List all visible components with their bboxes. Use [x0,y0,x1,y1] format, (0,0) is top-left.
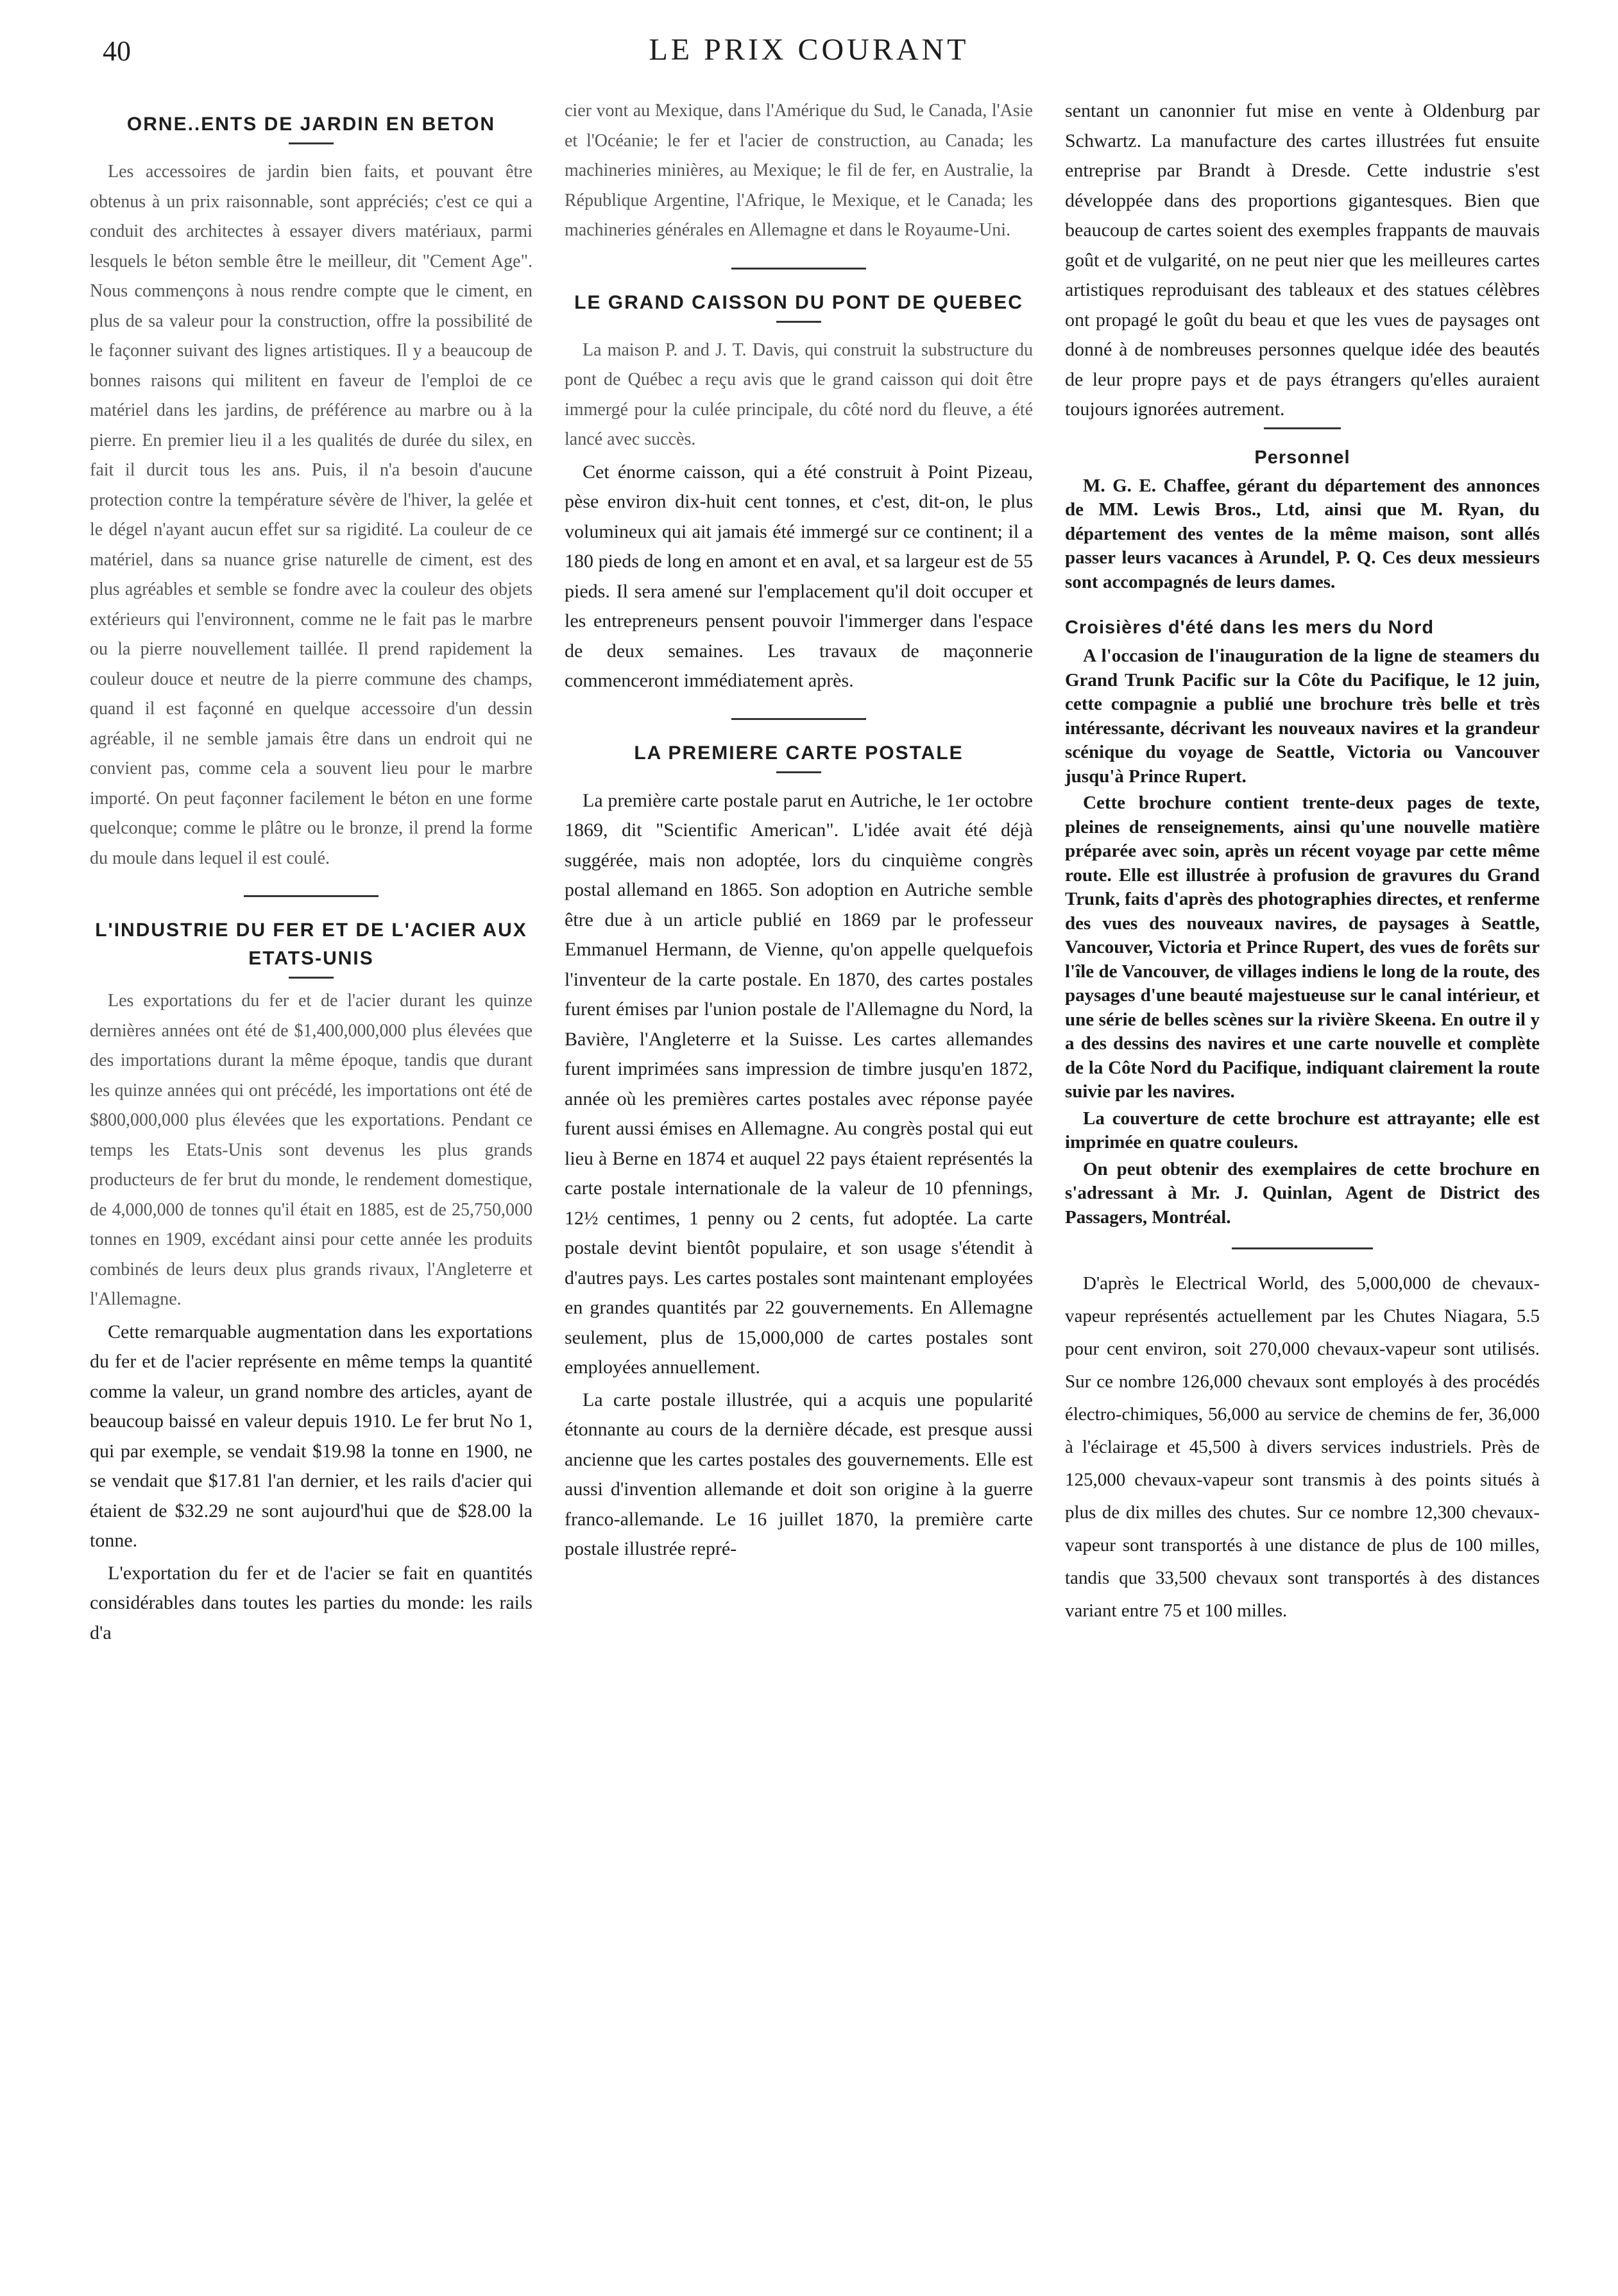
publication-title: LE PRIX COURANT [649,33,969,67]
article-paragraph: Cette brochure contient trente-deux pages de texte, pleines de renseignements, ainsi qu'une nouvelle matière préparée avec soin, après un récent voyage par cette même route. Elle est illustrée à profusion de gravures du Grand Trunk, faits d'après des photographies directes, et renferme des vues des nouveaux navires, de paysages à Seattle, Vancouver, Victoria et Prince Rupert, des vues de forêts sur l'île de Vancouver, de villages indiens le long de la route, des paysages d'une beauté majestueuse sur le canal intérieur, et une série de belles scènes sur la rivière Skeena. En outre il y a des dessins des navires et une carte nouvelle et complète de la Côte Nord du Pacifique, indiquant clairement la route suivie par les navires. [1065,792,1540,1102]
article-title-carte-postale: LA PREMIERE CARTE POSTALE [634,742,964,764]
page-header [0,0,1618,77]
title-rule [776,321,821,323]
title-rule [776,771,821,773]
article-paragraph: La maison P. and J. T. Davis, qui construit la substructure du pont de Québec a reçu avis que le grand caisson qui doit être immergé pour la culée principale, du côté nord du fleuve, a été lancé avec succès. [565,339,1033,449]
article-title-personnel: Personnel [1254,447,1350,468]
article-separator [731,268,866,270]
page-number: 40 [103,35,131,67]
article-paragraph: Cet énorme caisson, qui a été construit à Point Pizeau, pèse environ dix-huit cent tonnes, et c'est, dit-on, le plus volumineux qui ait jamais été immergé sur ce continent; il a 180 pieds de long en amont et en aval, et sa largeur est de 55 pieds. Il sera amené sur l'emplacement qu'il doit occuper et les entrepreneurs pensent pouvoir l'immerger dans l'espace de deux semaines. Les travaux de maçonnerie commenceront immédiatement après. [565,461,1033,691]
article-paragraph: Cette remarquable augmentation dans les exportations du fer et de l'acier représente en même temps la quantité comme la valeur, un grand nombre des articles, ayant de beaucoup baissé en valeur depuis 1910. Le fer brut No 1, qui par exemple, se vendait $19.98 la tonne en 1900, ne se vendait que $17.81 l'an dernier, et les rails d'acier qui étaient de $32.29 ne sont aujourd'hui que de $28.00 la tonne. [90,1321,532,1551]
column-3 [1065,96,1540,1630]
article-title-croisieres: Croisières d'été dans les mers du Nord [1065,617,1435,638]
article-separator [244,895,379,897]
article-paragraph: La première carte postale parut en Autriche, le 1er octobre 1869, dit "Scientific American". L'idée avait été déjà suggérée, mais non adoptée, lors du cinquième congrès postal allemand en 1865. Son adoption en Autriche semble être due à un article publié en 1869 par le professeur Emmanuel Hermann, de Vienne, qu'on appelle quelquefois l'inventeur de la carte postale. En 1870, des cartes postales furent émises par l'union postale de l'Allemagne du Nord, la Bavière, l'Angleterre et la Suisse. Les cartes allemandes furent imprimées sans impression de timbre jusqu'en 1872, année où les premières cartes postales avec réponse payée furent aussi émises en Allemagne. Au congrès postal qui eut lieu à Berne en 1874 et auquel 22 pays étaient représentés la carte postale internationale de la valeur de 10 pfennings, 12½ centimes, 1 penny ou 2 cents, fut adoptée. La carte postale devint bientôt populaire, et son usage s'étendit à d'autres pays. Les cartes postales sont maintenant employées en grandes quantités par 22 gouvernements. En Allemagne seulement, plus de 15,000,000 de cartes postales sont employées annuellement. [565,789,1033,1378]
title-rule [289,977,334,979]
article-paragraph: La carte postale illustrée, qui a acquis une popularité étonnante au cours de la dernière décade, est presque aussi ancienne que les cartes postales des gouvernements. Elle est aussi d'invention allemande et doit son origine à la guerre franco-allemande. Le 16 juillet 1870, la première carte postale illustrée repré- [565,1389,1033,1559]
article-separator [1232,1247,1373,1249]
title-rule [289,142,334,144]
article-title-caisson: LE GRAND CAISSON DU PONT DE QUEBEC [574,291,1023,313]
article-paragraph: D'après le Electrical World, des 5,000,000 de chevaux-vapeur représentés actuellement par les Chutes Niagara, 5.5 pour cent environ, soit 270,000 chevaux-vapeur sont utilisés. Sur ce nombre 126,000 chevaux sont employés à des procédés électro-chimiques, 56,000 au service de chemins de fer, 36,000 à l'éclairage et 45,500 à divers services industriels. Près de 125,000 chevaux-vapeur sont transmis à des points situés à plus de dix milles des chutes. Sur ce nombre 12,300 chevaux-vapeur sont transportés à une distance de plus de 100 milles, tandis que 33,500 chevaux sont transportés à des distances variant entre 75 et 100 milles. [1065,1273,1540,1621]
column-2 [565,96,1033,1567]
column-1 [90,96,532,1650]
article-separator [731,718,866,720]
article-paragraph: La couverture de cette brochure est attrayante; elle est imprimée en quatre couleurs. [1065,1108,1540,1152]
article-paragraph: L'exportation du fer et de l'acier se fait en quantités considérables dans toutes les parties du monde: les rails d'a [90,1562,532,1643]
article-paragraph: sentant un canonnier fut mise en vente à Oldenburg par Schwartz. La manufacture des cartes illustrées fut ensuite entreprise par Brandt à Dresde. Cette industrie s'est développée dans des proportions gigantesques. Bien que beaucoup de cartes soient des exemples frappants de mauvais goût et de vulgarité, on ne peut nier que les meilleures cartes artistiques reproduisant des tableaux et des statues célèbres ont propagé le goût du beau et que les vues de paysages ont donné à de nombreuses personnes quelque idée des beautés de leur propre pays et de pays étrangers qu'elles auraient toujours ignorées autrement. [1065,100,1540,420]
article-paragraph: M. G. E. Chaffee, gérant du département des annonces de MM. Lewis Bros., Ltd, ainsi que M. Ryan, du département des ventes de la même maison, sont allés passer leurs vacances à Arundel, P. Q. Ces deux messieurs sont accompagnés de leurs dames. [1065,475,1540,592]
article-paragraph: Les exportations du fer et de l'acier durant les quinze dernières années ont été de $1,400,000,000 plus élevées que des importations durant la même époque, tandis que durant les quinze années qui ont précédé, les importations ont été de $800,000,000 plus élevées que les exportations. Pendant ce temps les Etats-Unis sont devenus les plus grands producteurs de fer brut du monde, le rendement domestique, de 4,000,000 de tonnes qu'il était en 1885, est de 25,750,000 tonnes en 1909, excédant ainsi pour cette année les produits combinés de leurs deux plus grands rivaux, l'Angleterre et l'Allemagne. [90,991,532,1309]
article-title-industrie-fer: L'INDUSTRIE DU FER ET DE L'ACIER AUX ETATS-UNIS [95,920,527,969]
article-paragraph: cier vont au Mexique, dans l'Amérique du Sud, le Canada, l'Asie et l'Océanie; le fer et l'acier de construction, au Canada; les machineries minières, au Mexique; le fil de fer, en Australie, la République Argentine, l'Afrique, le Mexique, et le Canada; les machineries générales en Allemagne et dans le Royaume-Uni. [565,101,1033,240]
article-paragraph: A l'occasion de l'inauguration de la ligne de steamers du Grand Trunk Pacific sur la Côte du Pacifique, le 12 juin, cette compagnie a publié une brochure très belle et très intéressante, décrivant les nouveaux navires et la grandeur scénique du voyage de Seattle, Victoria ou Vancouver jusqu'à Prince Rupert. [1065,646,1540,787]
article-paragraph: Les accessoires de jardin bien faits, et pouvant être obtenus à un prix raisonnable, sont appréciés; c'est ce qui a conduit des architectes à essayer divers matériaux, parmi lesquels le béton semble être le meilleur, dit "Cement Age". Nous commençons à nous rendre compte que le ciment, en plus de sa valeur pour la construction, offre la possibilité de le façonner suivant des lignes artistiques. Il y a beaucoup de bonnes raisons qui militent en faveur de l'emploi de ce matériel dans les jardins, de préférence au marbre ou à la pierre. En premier lieu il a les qualités de durée du silex, en fait il durcit tous les ans. Puis, il n'a besoin d'aucune protection contre la température sévère de l'hiver, la gelée et le dégel n'ayant aucun effet sur sa rigidité. La couleur de ce matériel, dans sa nuance grise naturelle de ciment, est des plus agréables et semble se fondre avec la couleur des objets extérieurs qui l'environnent, comme ne le fait pas le marbre ou la pierre nouvellement taillée. Il prend rapidement la couleur douce et neutre de la pierre commune des champs, quand il est façonné en quelque accessoire d'un dessin agréable, il ne semble jamais être dans un endroit qui ne convient pas, comme cela a souvent lieu pour le marbre importé. On peut façonner facilement le béton en une forme quelconque; comme le plâtre ou le bronze, il prend la forme du moule dans lequel il est coulé. [90,162,532,868]
article-title-ornements: ORNE..ENTS DE JARDIN EN BETON [126,114,496,135]
article-paragraph: On peut obtenir des exemplaires de cette brochure en s'adressant à Mr. J. Quinlan, Agent de District des Passagers, Montréal. [1065,1158,1540,1228]
article-separator [1264,427,1341,429]
